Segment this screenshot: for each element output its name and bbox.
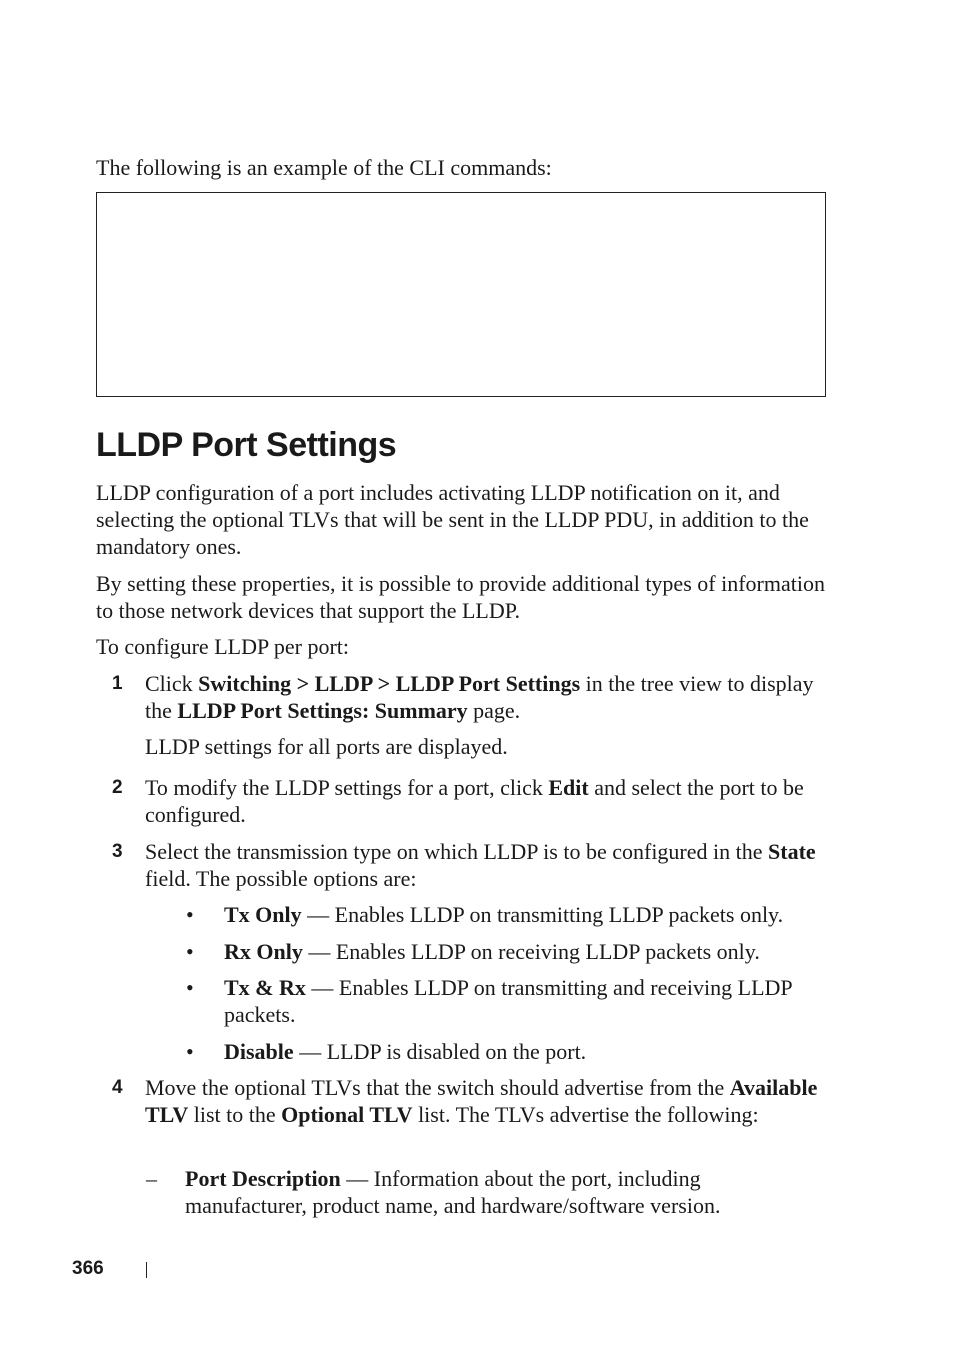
step-text-part: To modify the LLDP settings for a port, click	[145, 775, 549, 800]
step-text-part: and select the port to be configured.	[145, 775, 804, 827]
option-tx-only	[224, 901, 824, 928]
step-text-part: Click	[145, 671, 199, 696]
button-name: Edit	[548, 775, 589, 800]
paragraph-properties: By setting these properties, it is possible to provide additional types of information to those network devices that support the LLDP.	[96, 571, 825, 623]
option-term: Tx & Rx	[224, 975, 306, 1000]
step-text-part: page.	[467, 698, 521, 723]
step-number: 2	[112, 777, 123, 798]
option-term: Rx Only	[224, 939, 303, 964]
option-description: — LLDP is disabled on the port.	[293, 1039, 587, 1064]
step-1-text	[145, 670, 835, 724]
intro-text: The following is an example of the CLI commands:	[96, 155, 552, 180]
tlv-term: Port Description	[185, 1166, 341, 1191]
dash-mark: –	[146, 1166, 157, 1191]
field-name: State	[768, 839, 816, 864]
step-text-part: list to the	[188, 1102, 282, 1127]
step-number: 3	[112, 841, 123, 862]
step-text-part: field. The possible options are:	[145, 866, 417, 891]
paragraph-lldp-configuration: LLDP configuration of a port includes activating LLDP notification on it, and selecting the optional TLVs that will be sent in the LLDP PDU, in addition to the mandatory ones.	[96, 480, 809, 559]
option-disable	[224, 1038, 824, 1065]
step-text-part: Select the transmission type on which LLDP is to be configured in the	[145, 839, 769, 864]
page-name: LLDP Port Settings: Summary	[177, 698, 468, 723]
step-1-note: LLDP settings for all ports are displayed.	[145, 734, 508, 759]
footer-divider	[146, 1262, 147, 1278]
page-number: 366	[72, 1258, 104, 1279]
cli-example-box	[96, 192, 826, 397]
step-text-part: Move the optional TLVs that the switch should advertise from the	[145, 1075, 730, 1100]
menu-path: Switching > LLDP > LLDP Port Settings	[198, 671, 581, 696]
step-text-part: list. The TLVs advertise the following:	[412, 1102, 759, 1127]
option-rx-only	[224, 938, 824, 965]
bullet-mark: •	[186, 1039, 194, 1064]
bullet-mark: •	[186, 975, 194, 1000]
bullet-mark: •	[186, 902, 194, 927]
option-tx-rx	[224, 974, 824, 1028]
step-number: 1	[112, 673, 123, 694]
paragraph-configure-intro: To configure LLDP per port:	[96, 634, 350, 659]
option-description: — Enables LLDP on transmitting LLDP packets only.	[301, 902, 784, 927]
step-2-text	[145, 774, 835, 828]
list-name: Optional TLV	[281, 1102, 413, 1127]
list-name: Available TLV	[145, 1075, 818, 1127]
option-description: — Enables LLDP on transmitting and receiving LLDP packets.	[224, 975, 792, 1027]
option-term: Disable	[224, 1039, 294, 1064]
step-3-text	[145, 838, 835, 892]
bullet-mark: •	[186, 939, 194, 964]
option-term: Tx Only	[224, 902, 302, 927]
step-number: 4	[112, 1077, 123, 1098]
section-heading: LLDP Port Settings	[96, 426, 397, 464]
option-description: — Enables LLDP on receiving LLDP packets only.	[302, 939, 760, 964]
tlv-port-description	[185, 1165, 825, 1219]
tlv-description: — Information about the port, including manufacturer, product name, and hardware/software version.	[185, 1166, 721, 1218]
step-text-part: in the tree view to display the	[145, 671, 814, 723]
step-4-text	[145, 1074, 835, 1128]
